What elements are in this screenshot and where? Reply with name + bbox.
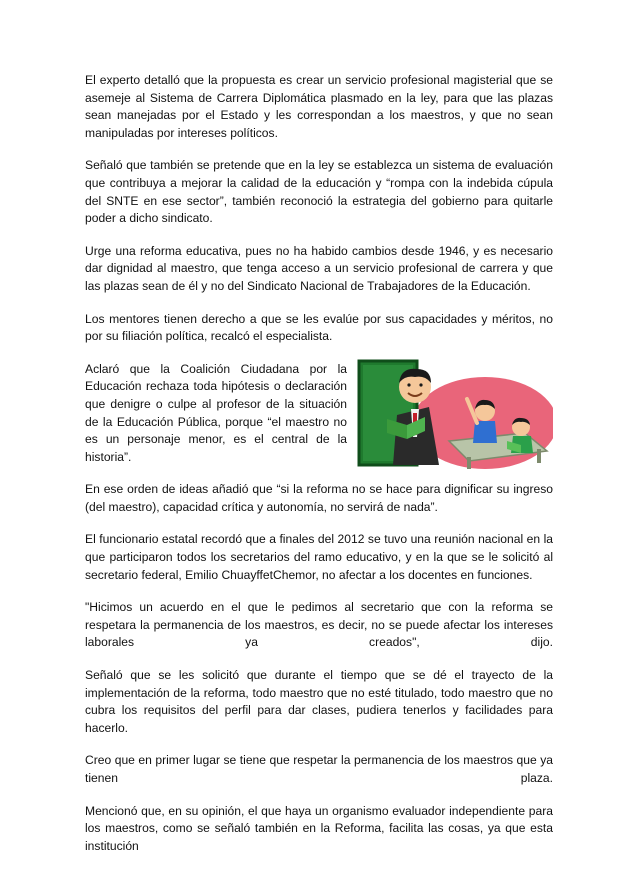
document-page	[85, 72, 553, 870]
paragraph-2: Señaló que también se pretende que en la ley se establezca un sistema de evaluación que contribuya a mejorar la calidad de la educación y “rompa con la indebida cúpula del SNTE en ese sector”, también reconoció la estrategia del gobierno para quitarle poder a dicho sindicato.	[85, 158, 553, 226]
paragraph-11: Mencionó que, en su opinión, el que haya un organismo evaluador independiente para los maestros, como se señaló también en la Reforma, facilita las cosas, ya que esta institución	[85, 803, 553, 853]
paragraph-7: El funcionario estatal recordó que a finales del 2012 se tuvo una reunión nacional en la que participaron todos los secretarios del ramo educativo, y en la que se le solicitó al secretario federal, Emilio ChuayffetChemor, no afectar a los docentes en funciones.	[85, 532, 553, 582]
paragraph-6: En ese orden de ideas añadió que “si la reforma no se hace para dignificar su ingreso (del maestro), capacidad crítica y autonomía, no servirá de nada”.	[85, 482, 553, 514]
paragraph-8: "Hicimos un acuerdo en el que le pedimos al secretario que con la reforma se respetara la permanencia de los maestros, es decir, no se puede afectar los intereses laborales ya creados", dijo.	[85, 600, 553, 650]
teacher-classroom-icon	[357, 357, 553, 471]
paragraph-10: Creo que en primer lugar se tiene que respetar la permanencia de los maestros que ya tienen plaza.	[85, 753, 553, 785]
paragraph-9: Señaló que se les solicitó que durante el tiempo que se dé el trayecto de la implementación de la reforma, todo maestro que no esté titulado, todo maestro que no cubra los requisitos del perfil para dar clases, pudiera tenerlos y facilidades para hacerlo.	[85, 668, 553, 735]
paragraph-4: Los mentores tienen derecho a que se les evalúe por sus capacidades y méritos, no por su filiación política, recalcó el especialista.	[85, 311, 553, 344]
paragraph-3: Urge una reforma educativa, pues no ha habido cambios desde 1946, y es necesario dar dignidad al maestro, que tenga acceso a un servicio profesional de carrera y que las plazas sean de él y no del Sindicato Nacional de Trabajadores de la Educación.	[85, 243, 553, 293]
figure-section	[85, 361, 553, 467]
paragraph-5: Aclaró que la Coalición Ciudadana por la Educación rechaza toda hipótesis o declaración que denigre o culpe al profesor de la situación de la Educación Pública, porque “el maestro no es un personaje menor, es el central de la historia”.	[85, 361, 347, 464]
paragraph-1: El experto detalló que la propuesta es crear un servicio profesional magisterial que se asemeje al Sistema de Carrera Diplomática plasmado en la ley, para que las plazas sean manejadas por el Estado y les correspondan a los maestros, y que no sean manipuladas por intereses políticos.	[85, 73, 553, 140]
